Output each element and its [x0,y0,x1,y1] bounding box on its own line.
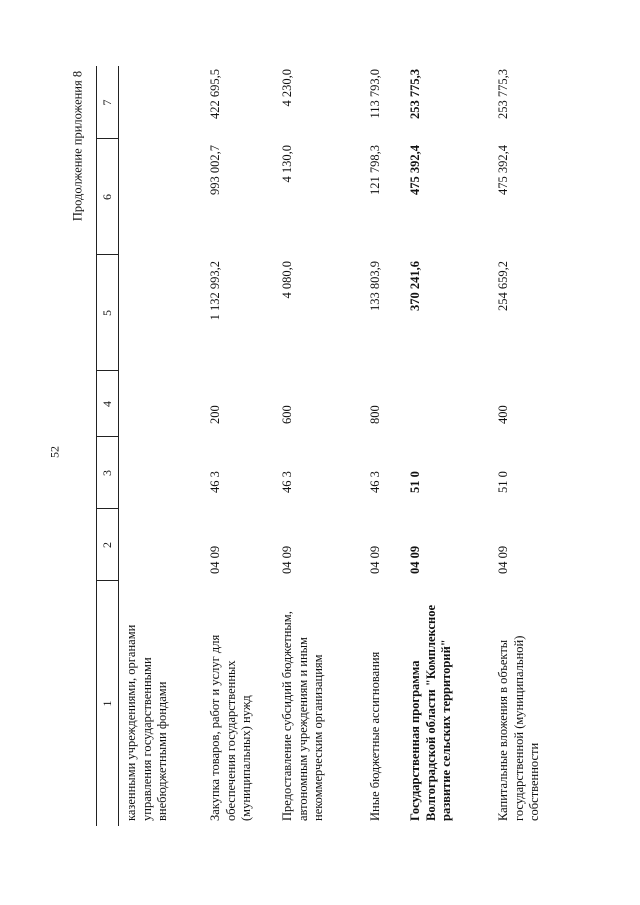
col-header-7: 7 [100,99,114,106]
row-3-c6: 121 798,3 [368,145,382,195]
row-1-c2: 04 09 [208,545,222,574]
row-3-name: Иные бюджетные ассигнования [368,651,382,821]
col-header-3: 3 [100,470,114,476]
row-5-c7: 253 775,3 [496,69,510,119]
row-4-c7: 253 775,3 [408,69,422,119]
row-1-c7: 422 695,5 [208,69,222,119]
row-4-name: Государственная программа Волгоградской области "Комплексное развитие сельских территорий" [408,605,453,821]
col-header-6: 6 [100,194,114,200]
row-3-c3: 46 3 [368,471,382,493]
row-0-name: казенными учреждениями, органами управления государственными внебюджетными фондами [124,624,169,821]
row-5-c2: 04 09 [496,545,510,574]
row-1-c4: 200 [208,405,222,424]
row-2-c6: 4 130,0 [280,145,294,183]
row-1-c3: 46 3 [208,471,222,493]
row-4-c6: 475 392,4 [408,145,422,195]
row-2-name: Предоставление субсидий бюджетным, автономным учреждениям и иным некоммерческим организациям [280,611,325,821]
row-5-name: Капитальные вложения в объекты государственной (муниципальной) собственности [496,635,541,821]
row-1-c5: 1 132 993,2 [208,261,222,321]
header-bottom-rule [118,66,119,826]
row-4-c3: 51 0 [408,471,422,493]
row-3-c2: 04 09 [368,545,382,574]
col-header-2: 2 [100,542,114,548]
row-2-c7: 4 230,0 [280,69,294,107]
row-3-c5: 133 803,9 [368,261,382,311]
row-2-c3: 46 3 [280,471,294,493]
row-5-c5: 254 659,2 [496,261,510,311]
row-2-c5: 4 080,0 [280,261,294,299]
row-1-c6: 993 002,7 [208,145,222,195]
appendix-table [96,66,566,826]
col-header-1: 1 [100,700,114,707]
row-4-c2: 04 09 [408,545,422,574]
row-3-c7: 113 793,0 [368,69,382,119]
col-header-5: 5 [100,310,114,316]
row-3-c4: 800 [368,405,382,424]
page-number: 52 [47,446,62,458]
row-1-name: Закупка товаров, работ и услуг для обеспечения государственных (муниципальных) нужд [208,634,253,821]
row-5-c6: 475 392,4 [496,145,510,195]
table-top-rule [96,66,97,826]
col-header-4: 4 [100,401,114,407]
row-5-c3: 51 0 [496,471,510,493]
row-2-c4: 600 [280,405,294,424]
row-2-c2: 04 09 [280,545,294,574]
row-4-c5: 370 241,6 [408,261,422,311]
row-5-c4: 400 [496,405,510,424]
continuation-caption: Продолжение приложения 8 [70,70,85,222]
